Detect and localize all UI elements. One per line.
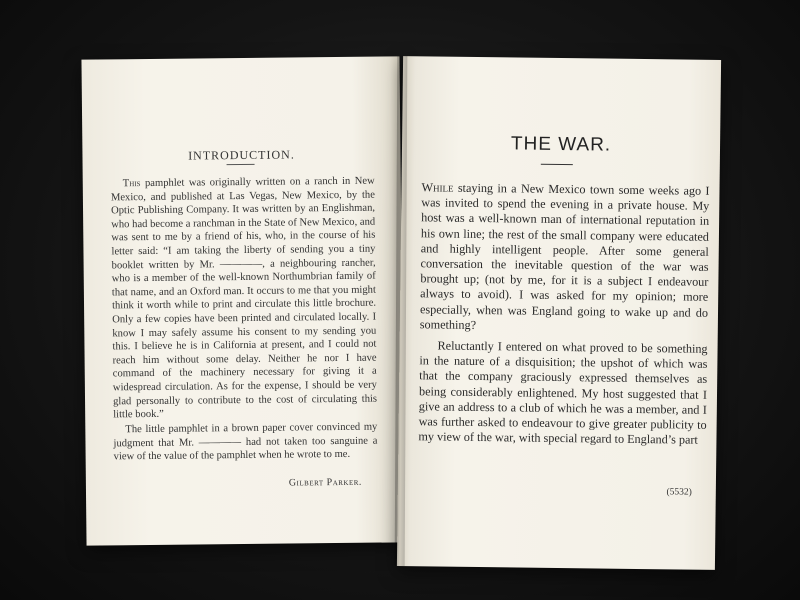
- signature: Gilbert Parker.: [288, 476, 362, 489]
- war-paragraph-2: Reluctantly I entered on what proved to be something in the nature of a disquisition; the upshot of which was that the company graciously expressed themselves as being considerably enlightened. My host suggested that I give an address to a club of which he was a member, and I was further asked to endeavour to give greater publicity to my view of the war, with special regard to England’s part: [418, 338, 708, 447]
- title-rule: [541, 164, 573, 166]
- war-title: THE WAR.: [510, 133, 612, 156]
- right-page: [397, 56, 721, 570]
- introduction-paragraph-2: The little pamphlet in a brown paper cover convinced my judgment that Mr. ———— had not taken too sanguine a view of the value of the pamphlet when he wrote to me.: [113, 421, 378, 463]
- left-page: [81, 56, 404, 545]
- heading-rule: [227, 164, 255, 165]
- paragraph-text: staying in a New Mexico town some weeks ago I was invited to spend the evening in a private house. My host was a well-known man of international reputation in his own line; the rest of the small company were educated and highly intelligent people. After some general conversation the inevitable question of the war was brought up; (not by me, for it is a subject I endeavour always to avoid). I was asked for my opinion; more especially, when was England going to wake up and do something?: [419, 180, 710, 332]
- introduction-paragraph-1: [111, 175, 378, 422]
- war-paragraph-1: [420, 180, 710, 336]
- introduction-heading: INTRODUCTION.: [188, 147, 295, 163]
- paragraph-text: pamphlet was originally written on a ranch in New Mexico, and published at Las Vegas, New Mexico, by the Optic Publishing Company. It was written by an Englishman, who had become a ranchman in the State of New Mexico, and was sent to me by a friend of his, who, in the course of his letter said: “I am taking the liberty of sending you a tiny booklet written by Mr. ————, a neighbouring rancher, who is a member of the well-known Northumbrian family of that name, and an Oxford man. It occurs to me that you might think it worth while to print and circulate this little brochure. Only a few copies have been printed and circulated locally. I know I may safely assume his consent to my sending you this. I believe he is in California at present, and I could not reach him without some delay. Neither he nor I have command of the machinery necessary for giving it a widespread circulation. As for the expense, I should be very glad personally to contribute to the cost of circulating this little book.”: [110, 175, 378, 421]
- page-number: (5532): [666, 487, 692, 498]
- drop-word: This: [122, 178, 141, 190]
- drop-word: While: [421, 180, 454, 195]
